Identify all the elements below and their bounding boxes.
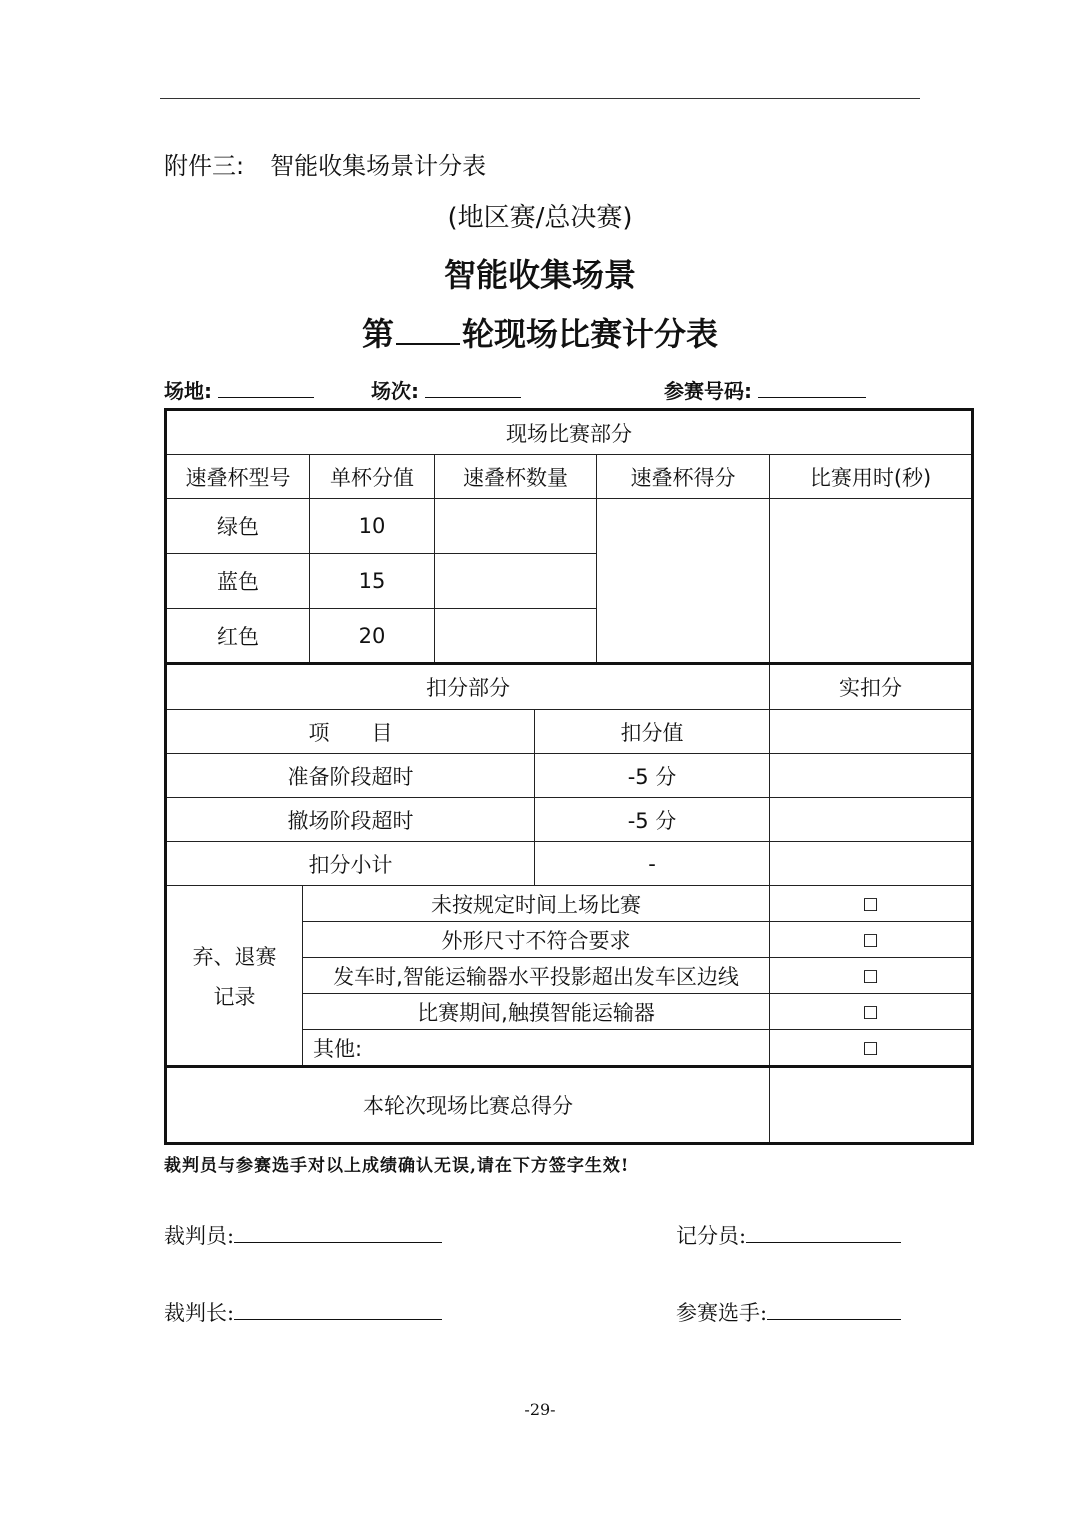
col-header-cup-count: 速叠杯数量 — [435, 455, 597, 499]
cup-value: 15 — [310, 554, 435, 609]
venue-field — [164, 375, 314, 404]
col-header-unit-value: 单杯分值 — [310, 455, 435, 499]
deduction-value-header: 扣分值 — [535, 710, 770, 754]
actual-deduction-cell[interactable] — [770, 754, 973, 798]
venue-blank[interactable] — [218, 379, 314, 398]
total-score-label: 本轮次现场比赛总得分 — [166, 1067, 770, 1144]
deduction-subtotal-value: - — [535, 842, 770, 886]
actual-deduction-cell[interactable] — [770, 710, 973, 754]
cup-score-input[interactable] — [597, 499, 770, 664]
subtitle: (地区赛/总决赛) — [447, 203, 633, 233]
scorer-signature — [676, 1220, 901, 1250]
referee-signature-line[interactable] — [234, 1222, 442, 1243]
chief-referee-label: 裁判长: — [164, 1301, 235, 1325]
cup-value: 20 — [310, 609, 435, 664]
session-field — [371, 375, 521, 404]
table-row — [166, 499, 973, 554]
cup-count-input[interactable] — [435, 499, 597, 554]
withdraw-item-other: 其他: — [303, 1030, 770, 1067]
time-input[interactable] — [770, 499, 973, 664]
cup-value: 10 — [310, 499, 435, 554]
actual-deduction-label: 实扣分 — [770, 664, 973, 710]
withdraw-item: 外形尺寸不符合要求 — [303, 922, 770, 958]
col-header-time: 比赛用时(秒) — [770, 455, 973, 499]
deduction-title: 扣分部分 — [166, 664, 770, 710]
table-row — [166, 842, 973, 886]
checkbox[interactable]: □ — [770, 994, 973, 1030]
col-header-cup-type: 速叠杯型号 — [166, 455, 310, 499]
session-blank[interactable] — [425, 379, 521, 398]
actual-deduction-cell[interactable] — [770, 842, 973, 886]
cup-color-blue: 蓝色 — [166, 554, 310, 609]
cup-color-red: 红色 — [166, 609, 310, 664]
page-number: -29- — [524, 1400, 556, 1419]
entry-no-label: 参赛号码: — [664, 379, 752, 403]
checkbox[interactable]: □ — [770, 1030, 973, 1067]
entry-no-field — [664, 375, 866, 404]
deduction-value: -5 分 — [535, 798, 770, 842]
deduction-item: 撤场阶段超时 — [166, 798, 535, 842]
referee-label: 裁判员: — [164, 1224, 235, 1248]
score-table — [164, 408, 974, 1145]
contestant-signature — [676, 1297, 901, 1327]
item-header: 项 目 — [166, 710, 535, 754]
checkbox[interactable]: □ — [770, 922, 973, 958]
contestant-signature-line[interactable] — [767, 1299, 901, 1320]
col-header-cup-score: 速叠杯得分 — [597, 455, 770, 499]
cup-count-input[interactable] — [435, 609, 597, 664]
section-title: 现场比赛部分 — [166, 410, 973, 455]
checkbox[interactable]: □ — [770, 886, 973, 922]
cup-count-input[interactable] — [435, 554, 597, 609]
withdraw-label — [166, 886, 303, 1067]
title-round-suffix: 轮现场比赛计分表 — [462, 315, 719, 353]
withdraw-item: 未按规定时间上场比赛 — [303, 886, 770, 922]
deduction-value: -5 分 — [535, 754, 770, 798]
withdraw-item: 发车时,智能运输器水平投影超出发车区边线 — [303, 958, 770, 994]
deduction-subtotal-label: 扣分小计 — [166, 842, 535, 886]
referee-signature — [164, 1220, 442, 1250]
attachment-title: 智能收集场景计分表 — [270, 152, 487, 180]
cup-color-green: 绿色 — [166, 499, 310, 554]
entry-no-blank[interactable] — [758, 379, 866, 398]
scorer-signature-line[interactable] — [746, 1222, 901, 1243]
title-round — [0, 309, 1080, 355]
title-scene: 智能收集场景 — [443, 256, 636, 294]
title-round-prefix: 第 — [361, 315, 394, 353]
deduction-item: 准备阶段超时 — [166, 754, 535, 798]
attachment-label: 附件三: — [164, 152, 245, 180]
table-row — [166, 798, 973, 842]
round-blank[interactable] — [396, 319, 460, 345]
checkbox[interactable]: □ — [770, 958, 973, 994]
chief-referee-signature — [164, 1297, 442, 1327]
attachment-heading — [164, 146, 486, 181]
withdraw-label-line1: 弃、退赛 — [192, 944, 277, 969]
contestant-label: 参赛选手: — [676, 1301, 768, 1325]
total-score-cell[interactable] — [770, 1067, 973, 1144]
chief-referee-signature-line[interactable] — [234, 1299, 442, 1320]
actual-deduction-cell[interactable] — [770, 798, 973, 842]
scorer-label: 记分员: — [676, 1224, 747, 1248]
table-row — [166, 886, 973, 922]
withdraw-label-line2: 记录 — [213, 984, 256, 1009]
header-rule — [160, 98, 920, 99]
confirm-note: 裁判员与参赛选手对以上成绩确认无误,请在下方签字生效! — [164, 1156, 630, 1176]
venue-label: 场地: — [164, 379, 212, 403]
withdraw-item: 比赛期间,触摸智能运输器 — [303, 994, 770, 1030]
table-row — [166, 754, 973, 798]
session-label: 场次: — [371, 379, 419, 403]
